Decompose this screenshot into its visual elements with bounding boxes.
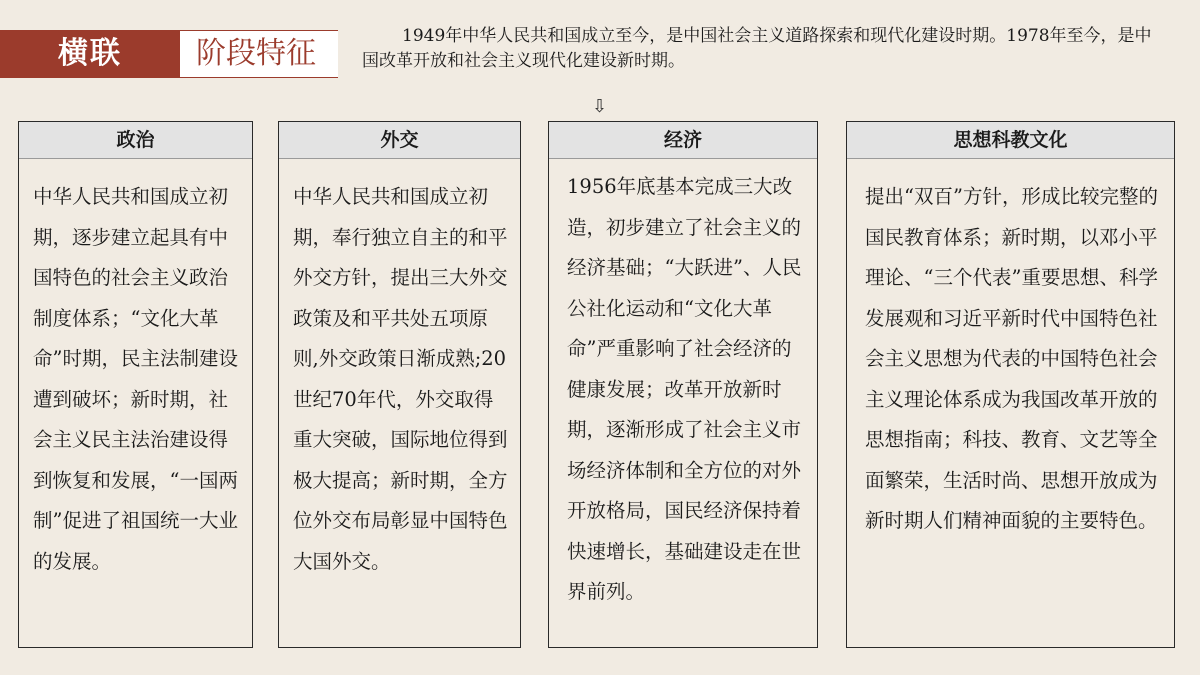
card-body: 1956年底基本完成三大改造，初步建立了社会主义的经济基础；“大跃进”、人民公社化运动和“文化大革命”严重影响了社会经济的健康发展；改革开放新时期，逐渐形成了社会主义市场经济体制和全方位的对外开放格局，国民经济保持着快速增长，基础建设走在世界前列。 bbox=[567, 175, 802, 603]
card-culture bbox=[846, 121, 1175, 648]
card-body: 中华人民共和国成立初期，奉行独立自主的和平外交方针，提出三大外交政策及和平共处五项原则,外交政策日渐成熟;20世纪70年代，外交取得重大突破，国际地位得到极大提高；新时期，全方位外交布局彰显中国特色大国外交。 bbox=[293, 185, 508, 573]
card-body: 提出“双百”方针，形成比较完整的国民教育体系；新时期，以邓小平理论、“三个代表”重要思想、科学发展观和习近平新时代中国特色社会主义思想为代表的中国特色社会主义理论体系成为我国改革开放的思想指南；科技、教育、文艺等全面繁荣，生活时尚、思想开放成为新时期人们精神面貌的主要特色。 bbox=[865, 185, 1158, 532]
card-heading: 政治 bbox=[19, 122, 252, 159]
card-heading: 思想科教文化 bbox=[847, 122, 1174, 159]
intro-text: 1949年中华人民共和国成立至今，是中国社会主义道路探索和现代化建设时期。1978年至今，是中国改革开放和社会主义现代化建设新时期。 bbox=[362, 26, 1152, 71]
title-subtitle: 阶段特征 bbox=[196, 36, 316, 71]
card-diplomacy bbox=[278, 121, 521, 648]
title-bar bbox=[0, 30, 338, 78]
card-politics bbox=[18, 121, 253, 648]
card-heading: 外交 bbox=[279, 122, 520, 159]
title-main: 横联 bbox=[0, 31, 180, 77]
card-heading: 经济 bbox=[549, 122, 817, 159]
down-arrow-icon: ⇩ bbox=[592, 96, 608, 117]
card-body: 中华人民共和国成立初期，逐步建立起具有中国特色的社会主义政治制度体系；“文化大革命”时期，民主法制建设遭到破坏；新时期，社会主义民主法治建设得到恢复和发展，“一国两制”促进了祖国统一大业的发展。 bbox=[33, 185, 238, 573]
card-economy bbox=[548, 121, 818, 648]
